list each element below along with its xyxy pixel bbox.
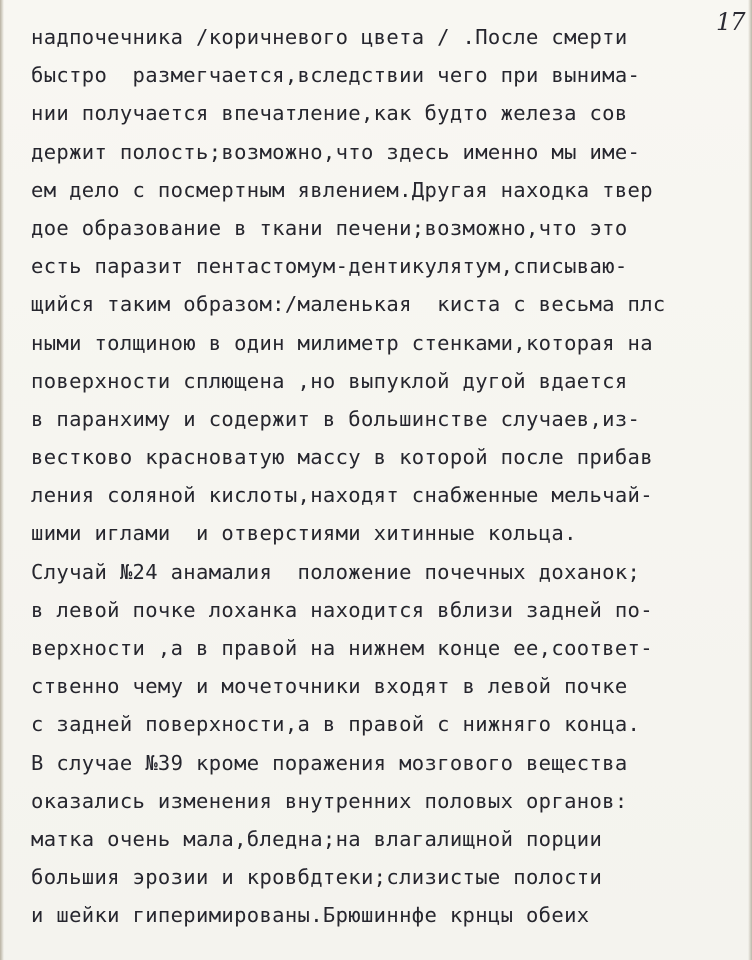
- text-line: дое образование в ткани печени;возможно,что это: [31, 215, 628, 240]
- typewritten-text-body: [31, 18, 751, 935]
- text-line: ления соляной кислоты,находят снабженные мельчай-: [31, 483, 653, 508]
- text-line: оказались изменения внутренних половых органов:: [31, 788, 628, 813]
- text-line: поверхности сплющена ,но выпуклой дугой вдается: [31, 368, 628, 393]
- text-line: ственно чему и мочеточники входят в левой почке: [31, 674, 628, 699]
- paper-edge-left: [0, 0, 4, 960]
- text-line: и шейки гиперимированы.Брюшиннфе крнцы обеих: [31, 903, 590, 928]
- text-line: верхности ,а в правой на нижнем конце ее,соответ-: [31, 636, 653, 660]
- text-line: большия эрозии и кровбдтеки;слизистые полости: [31, 865, 603, 890]
- text-line: надпочечника /коричневого цвета / .После смерти: [31, 25, 628, 49]
- text-line: с задней поверхности,а в правой с нижняго конца.: [31, 712, 641, 737]
- text-line: шими иглами и отверстиями хитинные кольца.: [31, 521, 577, 546]
- text-line: ем дело с посмертным явлением.Другая находка твер: [31, 177, 653, 202]
- text-line: есть паразит пентастомум-дентикулятум,списываю-: [31, 254, 628, 279]
- text-line: матка очень мала,бледна;на влагалищной порции: [31, 826, 603, 851]
- text-line: держит полость;возможно,что здесь именно мы име-: [31, 139, 641, 164]
- text-line: в левой почке лоханка находится вблизи задней по-: [31, 597, 653, 622]
- text-line: щийся таким образом:/маленькая киста с весьма плс: [31, 292, 666, 317]
- text-line: ными толщиною в один милиметр стенками,которая на: [31, 330, 653, 355]
- text-line: в паранхиму и содержит в большинстве случаев,из-: [31, 406, 641, 431]
- text-line: Случай №24 анамалия положение почечных доханок;: [31, 559, 641, 584]
- text-line: В случае №39 кроме поражения мозгового вещества: [31, 750, 628, 775]
- text-line: вестково красноватую массу в которой после прибав: [31, 445, 653, 470]
- text-line: быстро размегчается,вследствии чего при вынима-: [31, 63, 641, 88]
- handwritten-page-number: 17: [716, 8, 745, 36]
- text-line: нии получается впечатление,как будто железа сов: [31, 101, 628, 126]
